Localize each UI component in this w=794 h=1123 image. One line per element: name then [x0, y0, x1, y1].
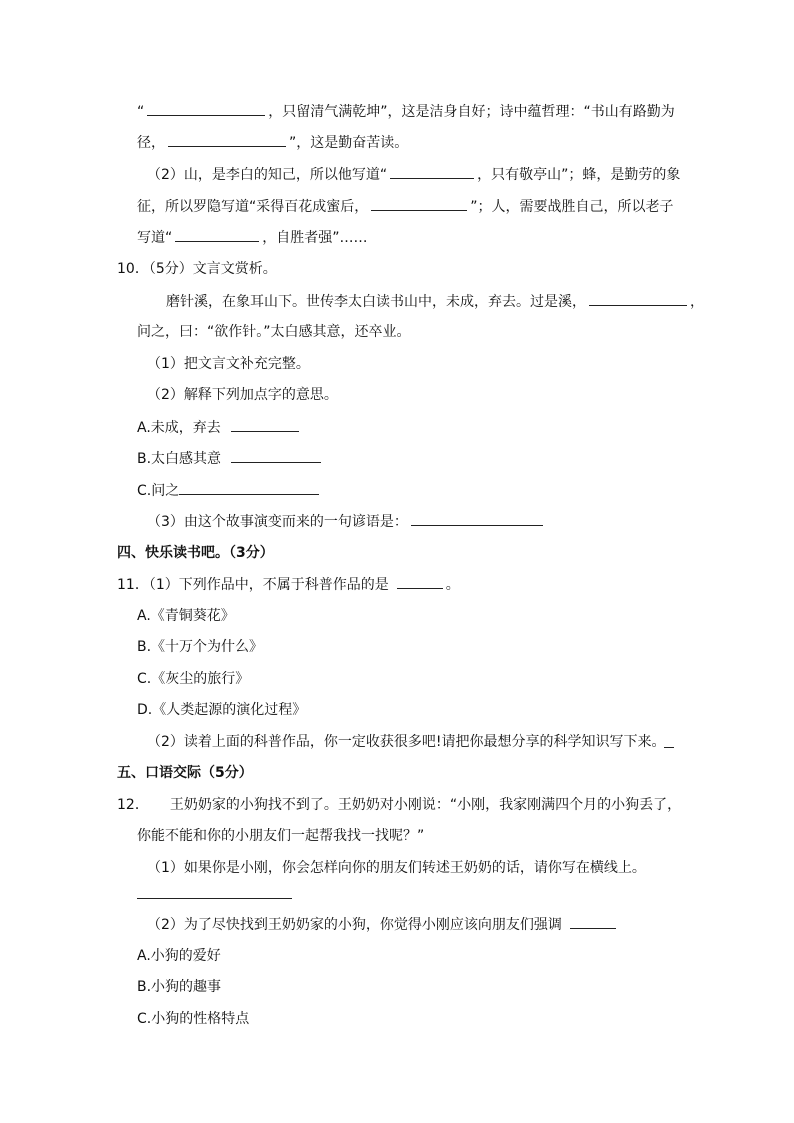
answer-blank[interactable]	[664, 747, 674, 748]
q12-sub2: （2）为了尽快找到王奶奶家的小狗，你觉得小刚应该向朋友们强调	[147, 914, 619, 935]
q11-option-a[interactable]: A.《青铜葵花》	[137, 608, 235, 624]
answer-blank[interactable]	[589, 291, 687, 306]
answer-blank[interactable]	[411, 511, 543, 526]
section-5-title: 五、口语交际（5分）	[117, 765, 253, 781]
answer-line[interactable]	[137, 898, 292, 899]
q12-line1: 12． 王奶奶家的小狗找不到了。王奶奶对小刚说：“小刚，我家刚满四个月的小狗丢了，	[117, 797, 682, 813]
answer-blank[interactable]	[231, 417, 299, 432]
q10-sub1: （1）把文言文补充完整。	[147, 356, 310, 372]
q11-sub1: 11．（1）下列作品中，不属于科普作品的是 。	[117, 574, 460, 595]
answer-blank[interactable]	[175, 227, 259, 242]
q11-sub2: （2）读着上面的科普作品，你一定收获很多吧!请把你最想分享的科学知识写下来。	[147, 734, 666, 750]
answer-blank[interactable]	[231, 448, 321, 463]
answer-blank[interactable]	[397, 574, 443, 589]
q12-option-a[interactable]: A.小狗的爱好	[137, 948, 221, 964]
q10-option-a: A.未成，弃去	[137, 417, 302, 438]
q9-line2: 径， ”，这是勤奋苦读。	[137, 132, 408, 153]
answer-blank[interactable]	[179, 480, 319, 495]
q10-sub2: （2）解释下列加点字的意思。	[147, 387, 338, 403]
q12-option-c[interactable]: C.小狗的性格特点	[137, 1011, 250, 1027]
q12-option-b[interactable]: B.小狗的趣事	[137, 979, 222, 995]
q10-sub3: （3）由这个故事演变而来的一句谚语是：	[147, 511, 546, 532]
q9-part2-line2: 征，所以罗隐写道“采得百花成蜜后， ”；人，需要战胜自己，所以老子	[137, 196, 674, 217]
q9-part2-line3: 写道“ ，自胜者强”……	[137, 227, 368, 248]
q10-header: 10．（5分）文言文赏析。	[117, 261, 277, 277]
q9-line1: “ ，只留清气满乾坤”，这是洁身自好；诗中蕴哲理：“书山有路勤为	[137, 101, 675, 122]
q9-part2-line1: （2）山，是李白的知己，所以他写道“ ，只有敬亭山”；蜂，是勤劳的象	[147, 164, 680, 185]
q10-passage-line2: 问之，曰：“欲作针。”太白感其意，还卒业。	[137, 324, 411, 340]
answer-blank[interactable]	[371, 196, 467, 211]
answer-blank[interactable]	[390, 164, 474, 179]
q12-sub1: （1）如果你是小刚，你会怎样向你的朋友们转述王奶奶的话，请你写在横线上。	[147, 860, 646, 876]
answer-blank[interactable]	[570, 914, 616, 929]
section-4-title: 四、快乐读书吧。（3分）	[117, 545, 274, 561]
answer-blank[interactable]	[168, 132, 286, 147]
answer-blank[interactable]	[147, 101, 265, 116]
q10-option-c: C.问之	[137, 480, 322, 501]
q12-line2: 你能不能和你的小朋友们一起帮我找一找呢？”	[137, 828, 425, 844]
q10-option-b: B.太白感其意	[137, 448, 324, 469]
q11-option-d[interactable]: D.《人类起源的演化过程》	[137, 702, 307, 718]
q11-option-b[interactable]: B.《十万个为什么》	[137, 639, 264, 655]
q11-option-c[interactable]: C.《灰尘的旅行》	[137, 671, 250, 687]
q10-passage-line1: 磨针溪，在象耳山下。世传李太白读书山中，未成，弃去。过是溪， ，	[166, 291, 704, 312]
